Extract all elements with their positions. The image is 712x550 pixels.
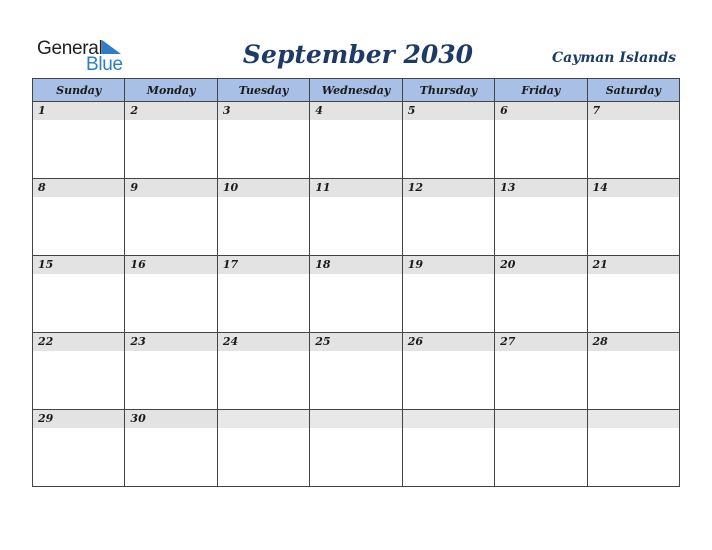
day-number: 13 [495,179,586,197]
day-number: 1 [33,102,124,120]
day-cell[interactable] [33,102,125,179]
day-number: 15 [33,256,124,274]
day-cell[interactable] [495,410,587,487]
page-title: September 2030 [242,40,474,69]
day-cell[interactable] [125,102,217,179]
day-cell[interactable] [217,102,309,179]
week-row [33,179,680,256]
day-cell[interactable] [217,256,309,333]
day-number: 24 [218,333,309,351]
day-number: 16 [125,256,216,274]
day-number: 8 [33,179,124,197]
weekday-sunday: Sunday [33,79,125,102]
day-number: 21 [588,256,679,274]
day-number [495,410,586,428]
day-number: 27 [495,333,586,351]
day-cell[interactable] [402,102,494,179]
day-cell[interactable] [125,410,217,487]
day-cell[interactable] [125,179,217,256]
day-cell[interactable] [402,410,494,487]
country-name: Cayman Islands [552,50,676,66]
day-number: 4 [310,102,401,120]
day-number: 7 [588,102,679,120]
logo [37,38,147,74]
day-number: 11 [310,179,401,197]
day-number: 29 [33,410,124,428]
day-number [218,410,309,428]
day-cell[interactable] [310,410,402,487]
day-number: 17 [218,256,309,274]
day-cell[interactable] [402,256,494,333]
day-number: 3 [218,102,309,120]
day-number: 12 [403,179,494,197]
day-cell[interactable] [495,333,587,410]
day-cell[interactable] [310,256,402,333]
week-row [33,256,680,333]
day-cell[interactable] [495,102,587,179]
weekday-wednesday: Wednesday [310,79,402,102]
day-number: 22 [33,333,124,351]
day-cell[interactable] [587,102,679,179]
day-cell[interactable] [587,333,679,410]
day-cell[interactable] [217,179,309,256]
day-number: 23 [125,333,216,351]
weekday-monday: Monday [125,79,217,102]
day-number: 20 [495,256,586,274]
day-cell[interactable] [33,410,125,487]
day-number: 25 [310,333,401,351]
day-cell[interactable] [125,256,217,333]
weekday-friday: Friday [495,79,587,102]
day-number: 26 [403,333,494,351]
day-cell[interactable] [217,333,309,410]
day-number: 28 [588,333,679,351]
week-row [33,333,680,410]
weekday-saturday: Saturday [587,79,679,102]
day-cell[interactable] [310,102,402,179]
day-cell[interactable] [310,333,402,410]
day-cell[interactable] [33,179,125,256]
day-cell[interactable] [217,410,309,487]
logo-general-text: General [37,38,103,59]
day-number: 14 [588,179,679,197]
day-number: 10 [218,179,309,197]
day-number: 6 [495,102,586,120]
day-cell[interactable] [587,179,679,256]
week-row [33,410,680,487]
day-cell[interactable] [495,256,587,333]
weekday-tuesday: Tuesday [217,79,309,102]
day-number: 19 [403,256,494,274]
day-number: 30 [125,410,216,428]
day-cell[interactable] [33,256,125,333]
day-number [403,410,494,428]
logo-blue-text: Blue [86,54,123,75]
day-number [588,410,679,428]
day-number: 18 [310,256,401,274]
day-cell[interactable] [125,333,217,410]
day-number: 2 [125,102,216,120]
weekday-header-row [33,79,680,102]
day-cell[interactable] [402,333,494,410]
day-number: 9 [125,179,216,197]
calendar-grid [32,78,680,487]
day-number: 5 [403,102,494,120]
week-row [33,102,680,179]
day-cell[interactable] [33,333,125,410]
day-cell[interactable] [310,179,402,256]
day-cell[interactable] [587,256,679,333]
weekday-thursday: Thursday [402,79,494,102]
day-number [310,410,401,428]
day-cell[interactable] [495,179,587,256]
day-cell[interactable] [402,179,494,256]
day-cell[interactable] [587,410,679,487]
